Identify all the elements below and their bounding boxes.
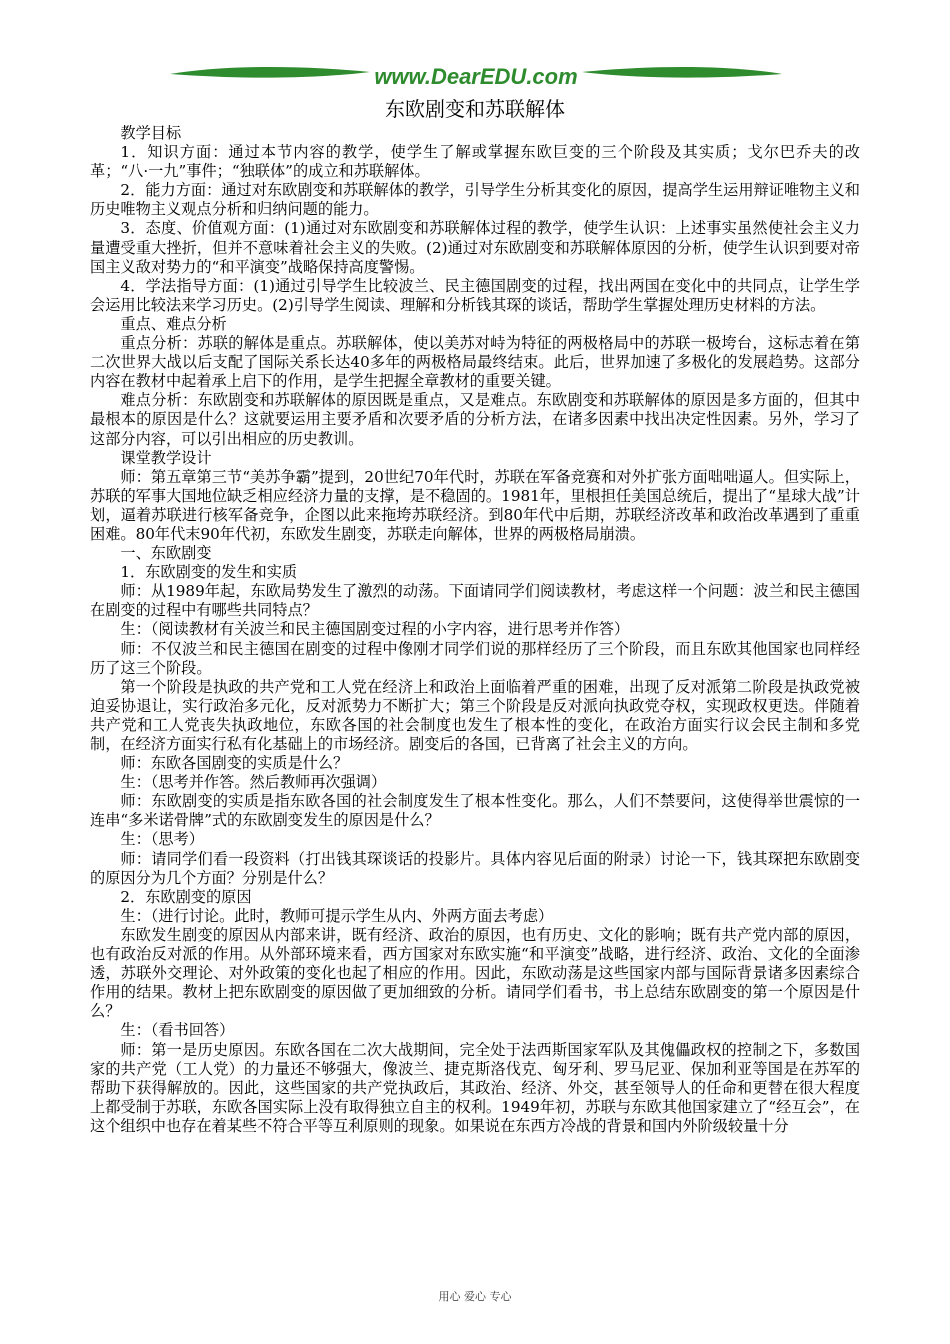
- paragraph: 重点分析：苏联的解体是重点。苏联解体，使以美苏对峙为特征的两极格局中的苏联一极垮台，这标志着在第二次世界大战以后支配了国际关系长达40多年的两极格局最终结束。此后，世界加速了多极化的发展趋势。这部分内容在教材中起着承上启下的作用，是学生把握全章教材的重要关键。: [90, 334, 860, 391]
- paragraph: 师：请同学们看一段资料（打出钱其琛谈话的投影片。具体内容见后面的附录）讨论一下，钱其琛把东欧剧变的原因分为几个方面？分别是什么？: [90, 849, 860, 887]
- section-heading: 2．东欧剧变的原因: [120, 887, 252, 906]
- paragraph: 师：东欧剧变的实质是指东欧各国的社会制度发生了根本性变化。那么，人们不禁要问，这使得举世震惊的一连串“多米诺骨牌”式的东欧剧变发生的原因是什么？: [90, 792, 860, 830]
- paragraph: 师：从1989年起，东欧局势发生了激烈的动荡。下面请同学们阅读教材，考虑这样一个问题：波兰和民主德国在剧变的过程中有哪些共同特点？: [90, 582, 860, 620]
- paragraph: 难点分析：东欧剧变和苏联解体的原因既是重点，又是难点。东欧剧变和苏联解体的原因是多方面的，但其中最根本的原因是什么？这就要运用主要矛盾和次要矛盾的分析方法，在诸多因素中找出决定性因素。另外，学习了这部分内容，可以引出相应的历史教训。: [90, 391, 860, 448]
- section-heading: 一、东欧剧变: [120, 544, 212, 563]
- site-url: www.DearEDU.com: [374, 64, 578, 89]
- paragraph: 第一个阶段是执政的共产党和工人党在经济上和政治上面临着严重的困难，出现了反对派第二阶段是执政党被迫妥协退让，实行政治多元化，反对派势力不断扩大；第三个阶段是反对派向执政党夺权，实现政权更迭。伴随着共产党和工人党丧失执政地位，东欧各国的社会制度也发生了根本性的变化，在政治方面实行议会民主制和多党制，在经济方面实行私有化基础上的市场经济。剧变后的各国，已背离了社会主义的方向。: [90, 677, 860, 753]
- page-footer: 用心 爱心 专心: [438, 1290, 512, 1303]
- section-heading: 教学目标: [120, 124, 182, 142]
- section-heading: 重点、难点分析: [120, 314, 227, 333]
- banner-swoosh-left: [170, 67, 370, 78]
- section-heading: 1．东欧剧变的发生和实质: [120, 563, 298, 582]
- paragraph: 生：（思考）: [120, 830, 204, 849]
- paragraph: 3．态度、价值观方面：(1)通过对东欧剧变和苏联解体过程的教学，使学生认识：上述事实虽然使社会主义力量遭受重大挫折，但并不意味着社会主义的失败。(2)通过对东欧剧变和苏联解体原因的分析，使学生认识到要对帝国主义敌对势力的“和平演变”战略保持高度警惕。: [90, 219, 860, 276]
- section-heading: 课堂教学设计: [120, 448, 212, 467]
- paragraph: 生：（阅读教材有关波兰和民主德国剧变过程的小字内容，进行思考并作答）: [120, 620, 630, 639]
- paragraph: 师：第一是历史原因。东欧各国在二次大战期间，完全处于法西斯国家军队及其傀儡政权的控制之下，多数国家的共产党（工人党）的力量还不够强大，像波兰、捷克斯洛伐克、匈牙利、罗马尼亚、保加利亚等国是在苏军的帮助下获得解放的。因此，这些国家的共产党执政后，其政治、经济、外交，甚至领导人的任命和更替在很大程度上都受制于苏联，东欧各国实际上没有取得独立自主的权利。1949年初，苏联与东欧其他国家建立了“经互会”，在这个组织中也存在着某些不符合平等互利原则的现象。如果说在东西方冷战的背景和国内外阶级较量十分: [90, 1040, 860, 1135]
- paragraph: 师：不仅波兰和民主德国在剧变的过程中像刚才同学们说的那样经历了三个阶段，而且东欧其他国家也同样经历了这三个阶段。: [90, 639, 860, 677]
- document-body: [90, 124, 860, 1136]
- paragraph: 师：第五章第三节“美苏争霸”提到，20世纪70年代时，苏联在军备竞赛和对外扩张方面咄咄逼人。但实际上，苏联的军事大国地位缺乏相应经济力量的支撑，是不稳固的。1981年，里根担任美国总统后，提出了“星球大战”计划，逼着苏联进行核军备竞争，企图以此来拖垮苏联经济。到80年代中后期，苏联经济改革和政治改革遇到了重重困难。80年代末90年代初，东欧发生剧变，苏联走向解体，世界的两极格局崩溃。: [90, 467, 860, 543]
- paragraph: 4．学法指导方面：(1)通过引导学生比较波兰、民主德国剧变的过程，找出两国在变化中的共同点，让学生学会运用比较法来学习历史。(2)引导学生阅读、理解和分析钱其琛的谈话，帮助学生掌握处理历史材料的方法。: [90, 276, 860, 314]
- paragraph: 2．能力方面：通过对东欧剧变和苏联解体的教学，引导学生分析其变化的原因，提高学生运用辩证唯物主义和历史唯物主义观点分析和归纳问题的能力。: [90, 181, 860, 219]
- paragraph: 生：（进行讨论。此时，教师可提示学生从内、外两方面去考虑）: [120, 906, 554, 925]
- site-banner: [170, 58, 782, 94]
- page-title: 东欧剧变和苏联解体: [385, 97, 565, 121]
- paragraph: 1．知识方面：通过本节内容的教学，使学生了解或掌握东欧巨变的三个阶段及其实质；戈尔巴乔夫的改革；“八·一九”事件；“独联体”的成立和苏联解体。: [90, 143, 860, 181]
- paragraph: 生：（思考并作答。然后教师再次强调）: [120, 773, 387, 792]
- banner-swoosh-right: [582, 67, 782, 78]
- paragraph: 师：东欧各国剧变的实质是什么？: [120, 754, 349, 773]
- paragraph: 生：（看书回答）: [120, 1021, 235, 1040]
- paragraph: 东欧发生剧变的原因从内部来讲，既有经济、政治的原因，也有历史、文化的影响；既有共产党内部的原因，也有政治反对派的作用。从外部环境来看，西方国家对东欧实施“和平演变”战略，进行经济、政治、文化的全面渗透，苏联外交理论、对外政策的变化也起了相应的作用。因此，东欧动荡是这些国家内部与国际背景诸多因素综合作用的结果。教材上把东欧剧变的原因做了更加细致的分析。请同学们看书，书上总结东欧剧变的第一个原因是什么？: [90, 925, 860, 1021]
